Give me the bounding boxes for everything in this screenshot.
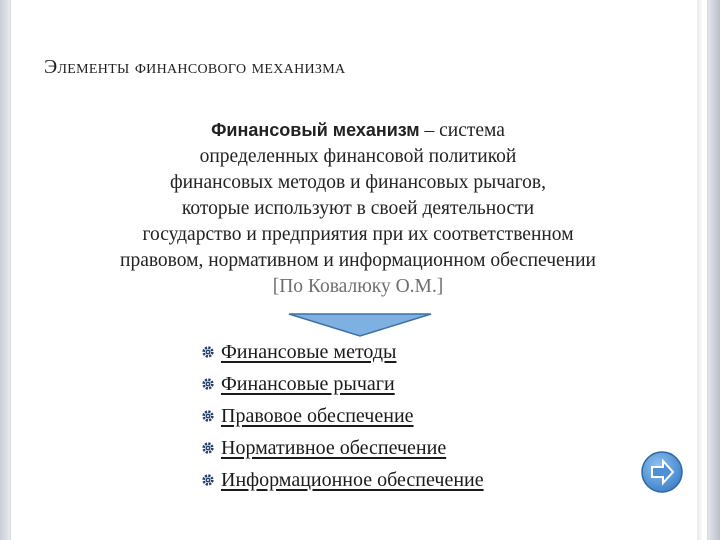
gear-icon — [201, 473, 215, 487]
right-decor-bar — [707, 0, 720, 540]
left-decor-bar — [0, 0, 11, 540]
slide-title: Элементы финансового механизма — [44, 56, 346, 78]
gear-icon — [201, 345, 215, 359]
definition-line-2: определенных финансовой политикой — [199, 146, 517, 167]
list-item-link[interactable]: Нормативное обеспечение — [221, 436, 447, 459]
list-item — [201, 368, 484, 400]
definition-source: [По Ковалюку О.М.] — [272, 276, 444, 297]
list-item-link[interactable]: Финансовые методы — [221, 340, 397, 363]
right-decor-stripe — [697, 0, 702, 540]
element-list — [201, 336, 484, 496]
definition-line-1 — [38, 117, 678, 144]
definition-text — [38, 117, 678, 300]
list-item — [201, 464, 484, 496]
definition-line-1-rest: – система — [419, 120, 505, 141]
list-item-link[interactable]: Правовое обеспечение — [221, 404, 414, 427]
definition-line-3: финансовых методов и финансовых рычагов, — [169, 172, 547, 193]
list-item-link[interactable]: Информационное обеспечение — [221, 468, 484, 491]
gear-icon — [201, 377, 215, 391]
definition-line-4: которые используют в своей деятельности — [181, 198, 535, 219]
gear-icon — [201, 441, 215, 455]
list-item — [201, 432, 484, 464]
gear-icon — [201, 409, 215, 423]
definition-line-5: государство и предприятия при их соответственном — [142, 224, 574, 245]
definition-line-6: правовом, нормативном и информационном обеспечении — [120, 250, 596, 271]
list-item — [201, 336, 484, 368]
definition-term: Финансовый механизм — [211, 120, 420, 140]
list-item — [201, 400, 484, 432]
arrow-right-icon[interactable] — [640, 450, 684, 494]
down-arrow-icon — [288, 313, 432, 337]
list-item-link[interactable]: Финансовые рычаги — [221, 372, 395, 395]
